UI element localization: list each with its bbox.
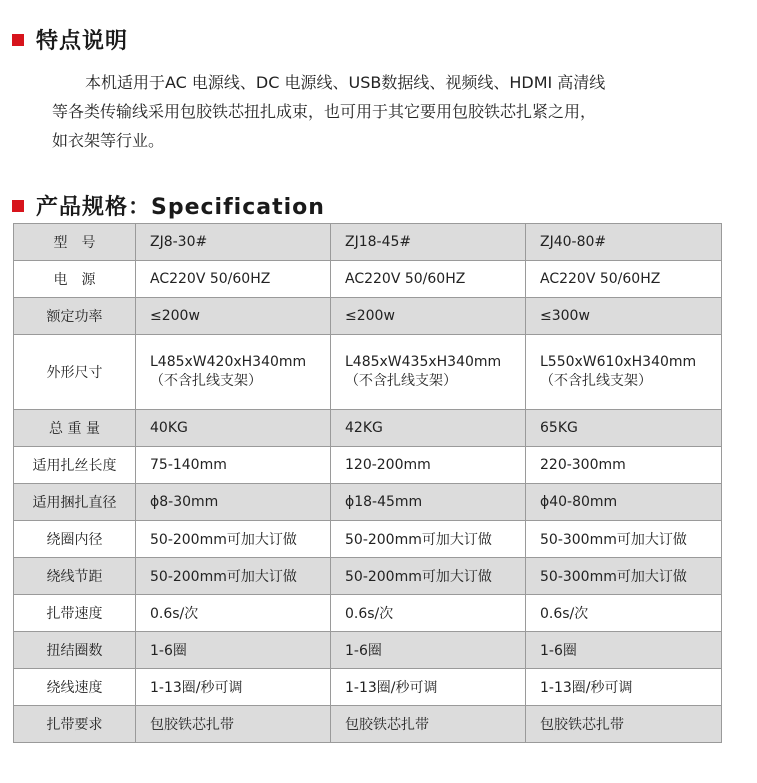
- table-row: [14, 558, 722, 595]
- table-cell: 1-13圈/秒可调: [136, 669, 331, 706]
- row-label: 扭结圈数: [14, 632, 136, 669]
- table-cell: 50-200mm可加大订做: [136, 521, 331, 558]
- table-cell: 包胶铁芯扎带: [526, 706, 722, 743]
- table-row: [14, 224, 722, 261]
- table-cell: AC220V 50/60HZ: [331, 261, 526, 298]
- table-cell: ≤200w: [331, 298, 526, 335]
- dimension-note: （不含扎线支架）: [540, 373, 652, 389]
- table-cell: ϕ18-45mm: [331, 484, 526, 521]
- table-cell: 50-300mm可加大订做: [526, 521, 722, 558]
- row-label: 电 源: [14, 261, 136, 298]
- features-title: 特点说明: [36, 29, 129, 54]
- table-cell: 1-13圈/秒可调: [526, 669, 722, 706]
- red-square-bullet: [12, 200, 24, 212]
- table-cell: 1-6圈: [526, 632, 722, 669]
- table-row: [14, 595, 722, 632]
- dimension-value: L485xW435xH340mm: [345, 354, 502, 370]
- table-cell: ZJ8-30#: [136, 224, 331, 261]
- table-cell: [526, 335, 722, 410]
- row-label: 扎带速度: [14, 595, 136, 632]
- table-cell: 50-200mm可加大订做: [331, 558, 526, 595]
- table-cell: ϕ40-80mm: [526, 484, 722, 521]
- table-row: [14, 335, 722, 410]
- row-label: 额定功率: [14, 298, 136, 335]
- table-row: [14, 261, 722, 298]
- dimension-note: （不含扎线支架）: [150, 373, 262, 389]
- description-line: 等各类传输线采用包胶铁芯扭扎成束，也可用于其它要用包胶铁芯扎紧之用，: [52, 102, 597, 121]
- table-row: [14, 410, 722, 447]
- row-label: 型 号: [14, 224, 136, 261]
- dimension-note: （不含扎线支架）: [345, 373, 457, 389]
- table-cell: ZJ18-45#: [331, 224, 526, 261]
- table-row: [14, 632, 722, 669]
- description-line: 如衣架等行业。: [52, 131, 165, 150]
- description-line: 本机适用于AC 电源线、DC 电源线、USB数据线、视频线、HDMI 高清线: [85, 73, 606, 92]
- table-cell: 220-300mm: [526, 447, 722, 484]
- table-cell: 包胶铁芯扎带: [331, 706, 526, 743]
- table-cell: 1-6圈: [136, 632, 331, 669]
- table-cell: ≤200w: [136, 298, 331, 335]
- table-cell: 0.6s/次: [136, 595, 331, 632]
- row-label: 扎带要求: [14, 706, 136, 743]
- table-cell: 75-140mm: [136, 447, 331, 484]
- table-cell: AC220V 50/60HZ: [526, 261, 722, 298]
- table-cell: 120-200mm: [331, 447, 526, 484]
- table-cell: 0.6s/次: [331, 595, 526, 632]
- table-cell: AC220V 50/60HZ: [136, 261, 331, 298]
- table-cell: 42KG: [331, 410, 526, 447]
- row-label: 适用捆扎直径: [14, 484, 136, 521]
- row-label: 适用扎丝长度: [14, 447, 136, 484]
- table-row: [14, 484, 722, 521]
- table-cell: 50-300mm可加大订做: [526, 558, 722, 595]
- row-label: 外形尺寸: [14, 335, 136, 410]
- table-cell: 1-6圈: [331, 632, 526, 669]
- table-row: [14, 298, 722, 335]
- table-cell: 40KG: [136, 410, 331, 447]
- table-cell: 65KG: [526, 410, 722, 447]
- row-label: 绕线速度: [14, 669, 136, 706]
- table-cell: ≤300w: [526, 298, 722, 335]
- dimension-value: L550xW610xH340mm: [540, 354, 697, 370]
- table-cell: [331, 335, 526, 410]
- table-row: [14, 706, 722, 743]
- features-heading: [12, 24, 128, 55]
- table-cell: 0.6s/次: [526, 595, 722, 632]
- red-square-bullet: [12, 34, 24, 46]
- features-description: [52, 68, 742, 155]
- table-cell: 1-13圈/秒可调: [331, 669, 526, 706]
- table-cell: 50-200mm可加大订做: [136, 558, 331, 595]
- spec-heading: [12, 190, 325, 221]
- dimension-value: L485xW420xH340mm: [150, 354, 307, 370]
- table-cell: 50-200mm可加大订做: [331, 521, 526, 558]
- row-label: 绕圈内径: [14, 521, 136, 558]
- table-row: [14, 521, 722, 558]
- spec-table: [13, 223, 722, 743]
- table-cell: 包胶铁芯扎带: [136, 706, 331, 743]
- spec-title: 产品规格：Specification: [36, 195, 325, 220]
- row-label: 总 重 量: [14, 410, 136, 447]
- row-label: 绕线节距: [14, 558, 136, 595]
- table-cell: [136, 335, 331, 410]
- table-row: [14, 669, 722, 706]
- table-cell: ϕ8-30mm: [136, 484, 331, 521]
- table-row: [14, 447, 722, 484]
- table-cell: ZJ40-80#: [526, 224, 722, 261]
